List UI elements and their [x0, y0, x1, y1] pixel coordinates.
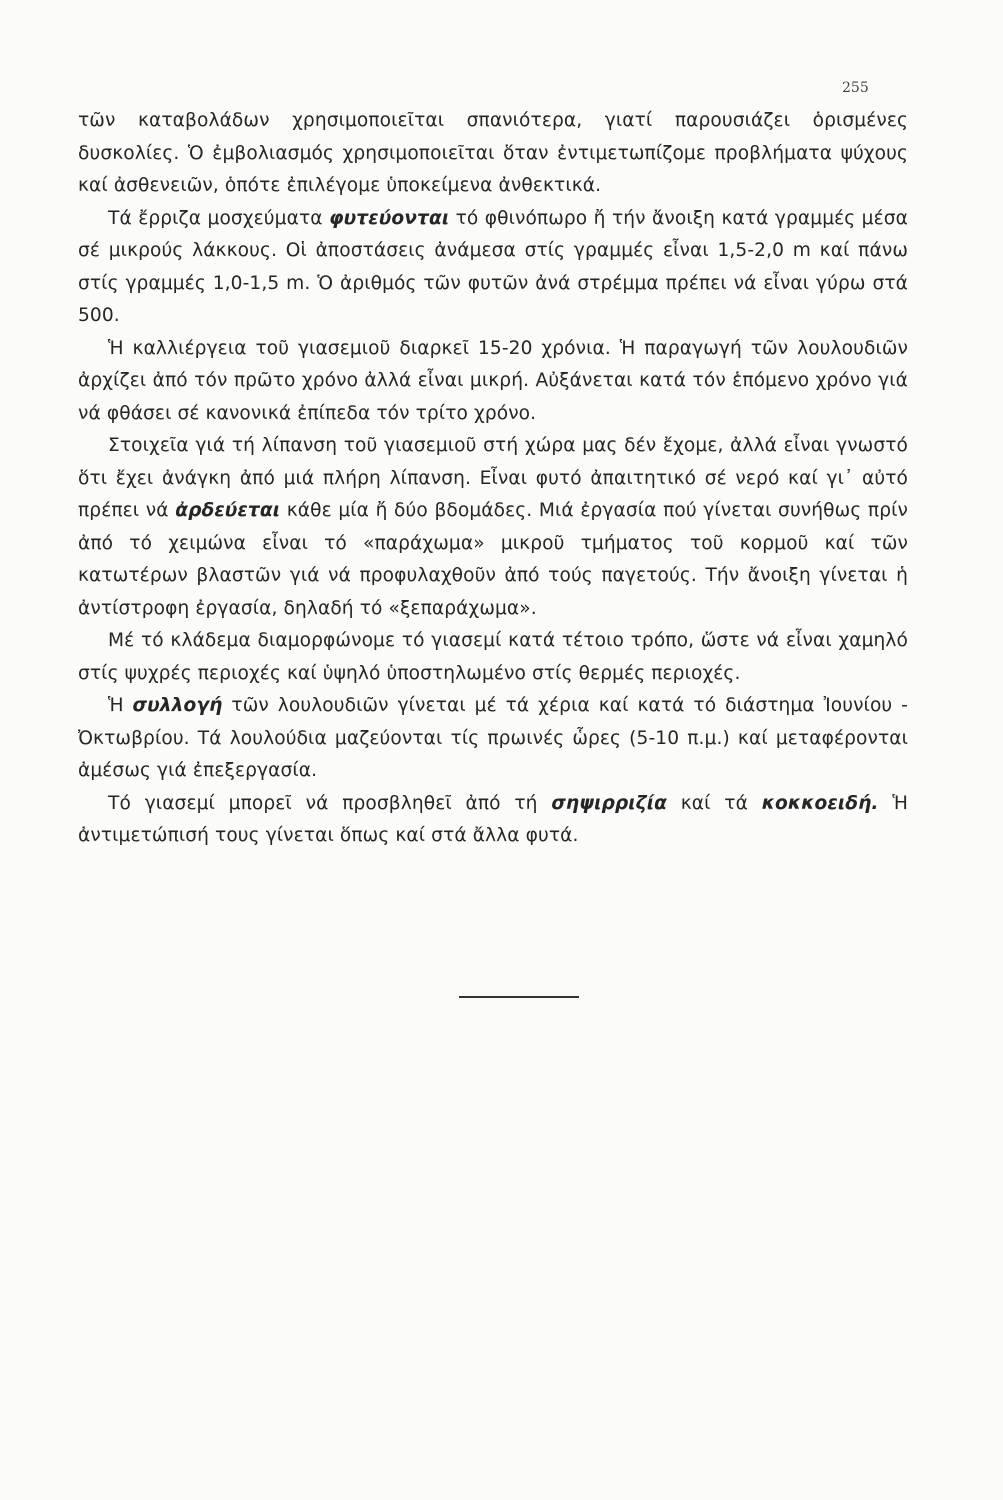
paragraph-text: Τό γιασεμί μπορεῖ νά προσβληθεῖ ἀπό τή — [108, 792, 552, 814]
paragraph-text: Στοιχεῖα γιά τή λίπανση τοῦ γιασεμιοῦ στή χώρα μας δέν ἔχομε, ἀλλά εἶναι γνωστό ὅτι ἔχει ἀνάγκη ἀπό μιά πλήρη λίπανση. Εἶναι φυτό ἀπαιτητικό σέ νερό καί γι᾽ αὐτό πρέπει νά — [78, 435, 908, 521]
paragraph — [78, 333, 908, 431]
paragraph-text: κάθε μία ἤ δύο βδομάδες. Μιά ἐργασία πού γίνεται συνήθως πρίν ἀπό τό χειμώνα εἶναι τό «παράχωμα» μικροῦ τμήματος τοῦ κορμοῦ καί τῶν κατωτέρων βλαστῶν γιά νά προφυλαχθοῦν ἀπό τούς παγετούς. Τήν ἄνοιξη γίνεται ἡ ἀντίστροφη ἐργασία, δηλαδή τό «ξεπαράχωμα». — [78, 500, 908, 619]
emphasized-term: κοκκοειδή. — [761, 792, 879, 814]
paragraph — [78, 625, 908, 690]
paragraph — [78, 105, 908, 203]
emphasized-term: ἀρδεύεται — [175, 500, 281, 521]
paragraph-text: Ἡ ἀντιμετώπισή τους γίνεται ὅπως καί στά ἄλλα φυτά. — [78, 792, 908, 846]
paragraph — [78, 430, 908, 625]
paragraph-text: Ἡ — [108, 695, 133, 716]
page-number: 255 — [842, 80, 869, 96]
paragraph — [78, 788, 908, 853]
paragraph-text: Τά ἔρριζα μοσχεύματα — [108, 207, 329, 229]
emphasized-term: σηψιρριζία — [551, 792, 667, 814]
paragraph-text: τῶν καταβολάδων χρησιμοποιεῖται σπανιότερα, γιατί παρουσιάζει ὁρισμένες δυσκολίες. Ὁ ἐμβολιασμός χρησιμοποιεῖται ὅταν ἐντιμετωπίζομε προβλήματα ψύχους καί ἀσθενειῶν, ὁπότε ἐπιλέγομε ὑποκείμενα ἀνθεκτικά. — [78, 110, 908, 196]
emphasized-term: συλλογή — [132, 695, 223, 716]
paragraph-text: τῶν λουλουδιῶν γίνεται μέ τά χέρια καί κατά τό διάστημα Ἰουνίου - Ὀκτωβρίου. Τά λουλούδια μαζεύονται τίς πρωινές ὧρες (5-10 π.μ.) καί μεταφέρονται ἀμέσως γιά ἐπεξεργασία. — [78, 695, 908, 781]
paragraph-text: τό φθινόπωρο ἤ τήν ἄνοιξη κατά γραμμές μέσα σέ μικρούς λάκκους. Οἱ ἀποστάσεις ἀνάμεσα στίς γραμμές εἶναι 1,5-2,0 m καί πάνω στίς γραμμές 1,0-1,5 m. Ὁ ἀριθμός τῶν φυτῶν ἀνά στρέμμα πρέπει νά εἶναι γύρω στά 500. — [78, 207, 909, 326]
text-body — [78, 105, 908, 853]
section-end-rule — [459, 996, 579, 998]
paragraph — [78, 203, 908, 333]
emphasized-term: φυτεύονται — [328, 207, 450, 229]
paragraph-text: Μέ τό κλάδεμα διαμορφώνομε τό γιασεμί κατά τέτοιο τρόπο, ὥστε νά εἶναι χαμηλό στίς ψυχρές περιοχές καί ὑψηλό ὑποστηλωμένο στίς θερμές περιοχές. — [78, 630, 908, 684]
paragraph — [78, 690, 908, 788]
paragraph-text: Ἡ καλλιέργεια τοῦ γιασεμιοῦ διαρκεῖ 15-20 χρόνια. Ἡ παραγωγή τῶν λουλουδιῶν ἀρχίζει ἀπό τόν πρῶτο χρόνο ἀλλά εἶναι μικρή. Αὐξάνεται κατά τόν ἑπόμενο χρόνο γιά νά φθάσει σέ κανονικά ἐπίπεδα τόν τρίτο χρόνο. — [78, 337, 908, 424]
paragraph-text: καί τά — [666, 792, 762, 814]
